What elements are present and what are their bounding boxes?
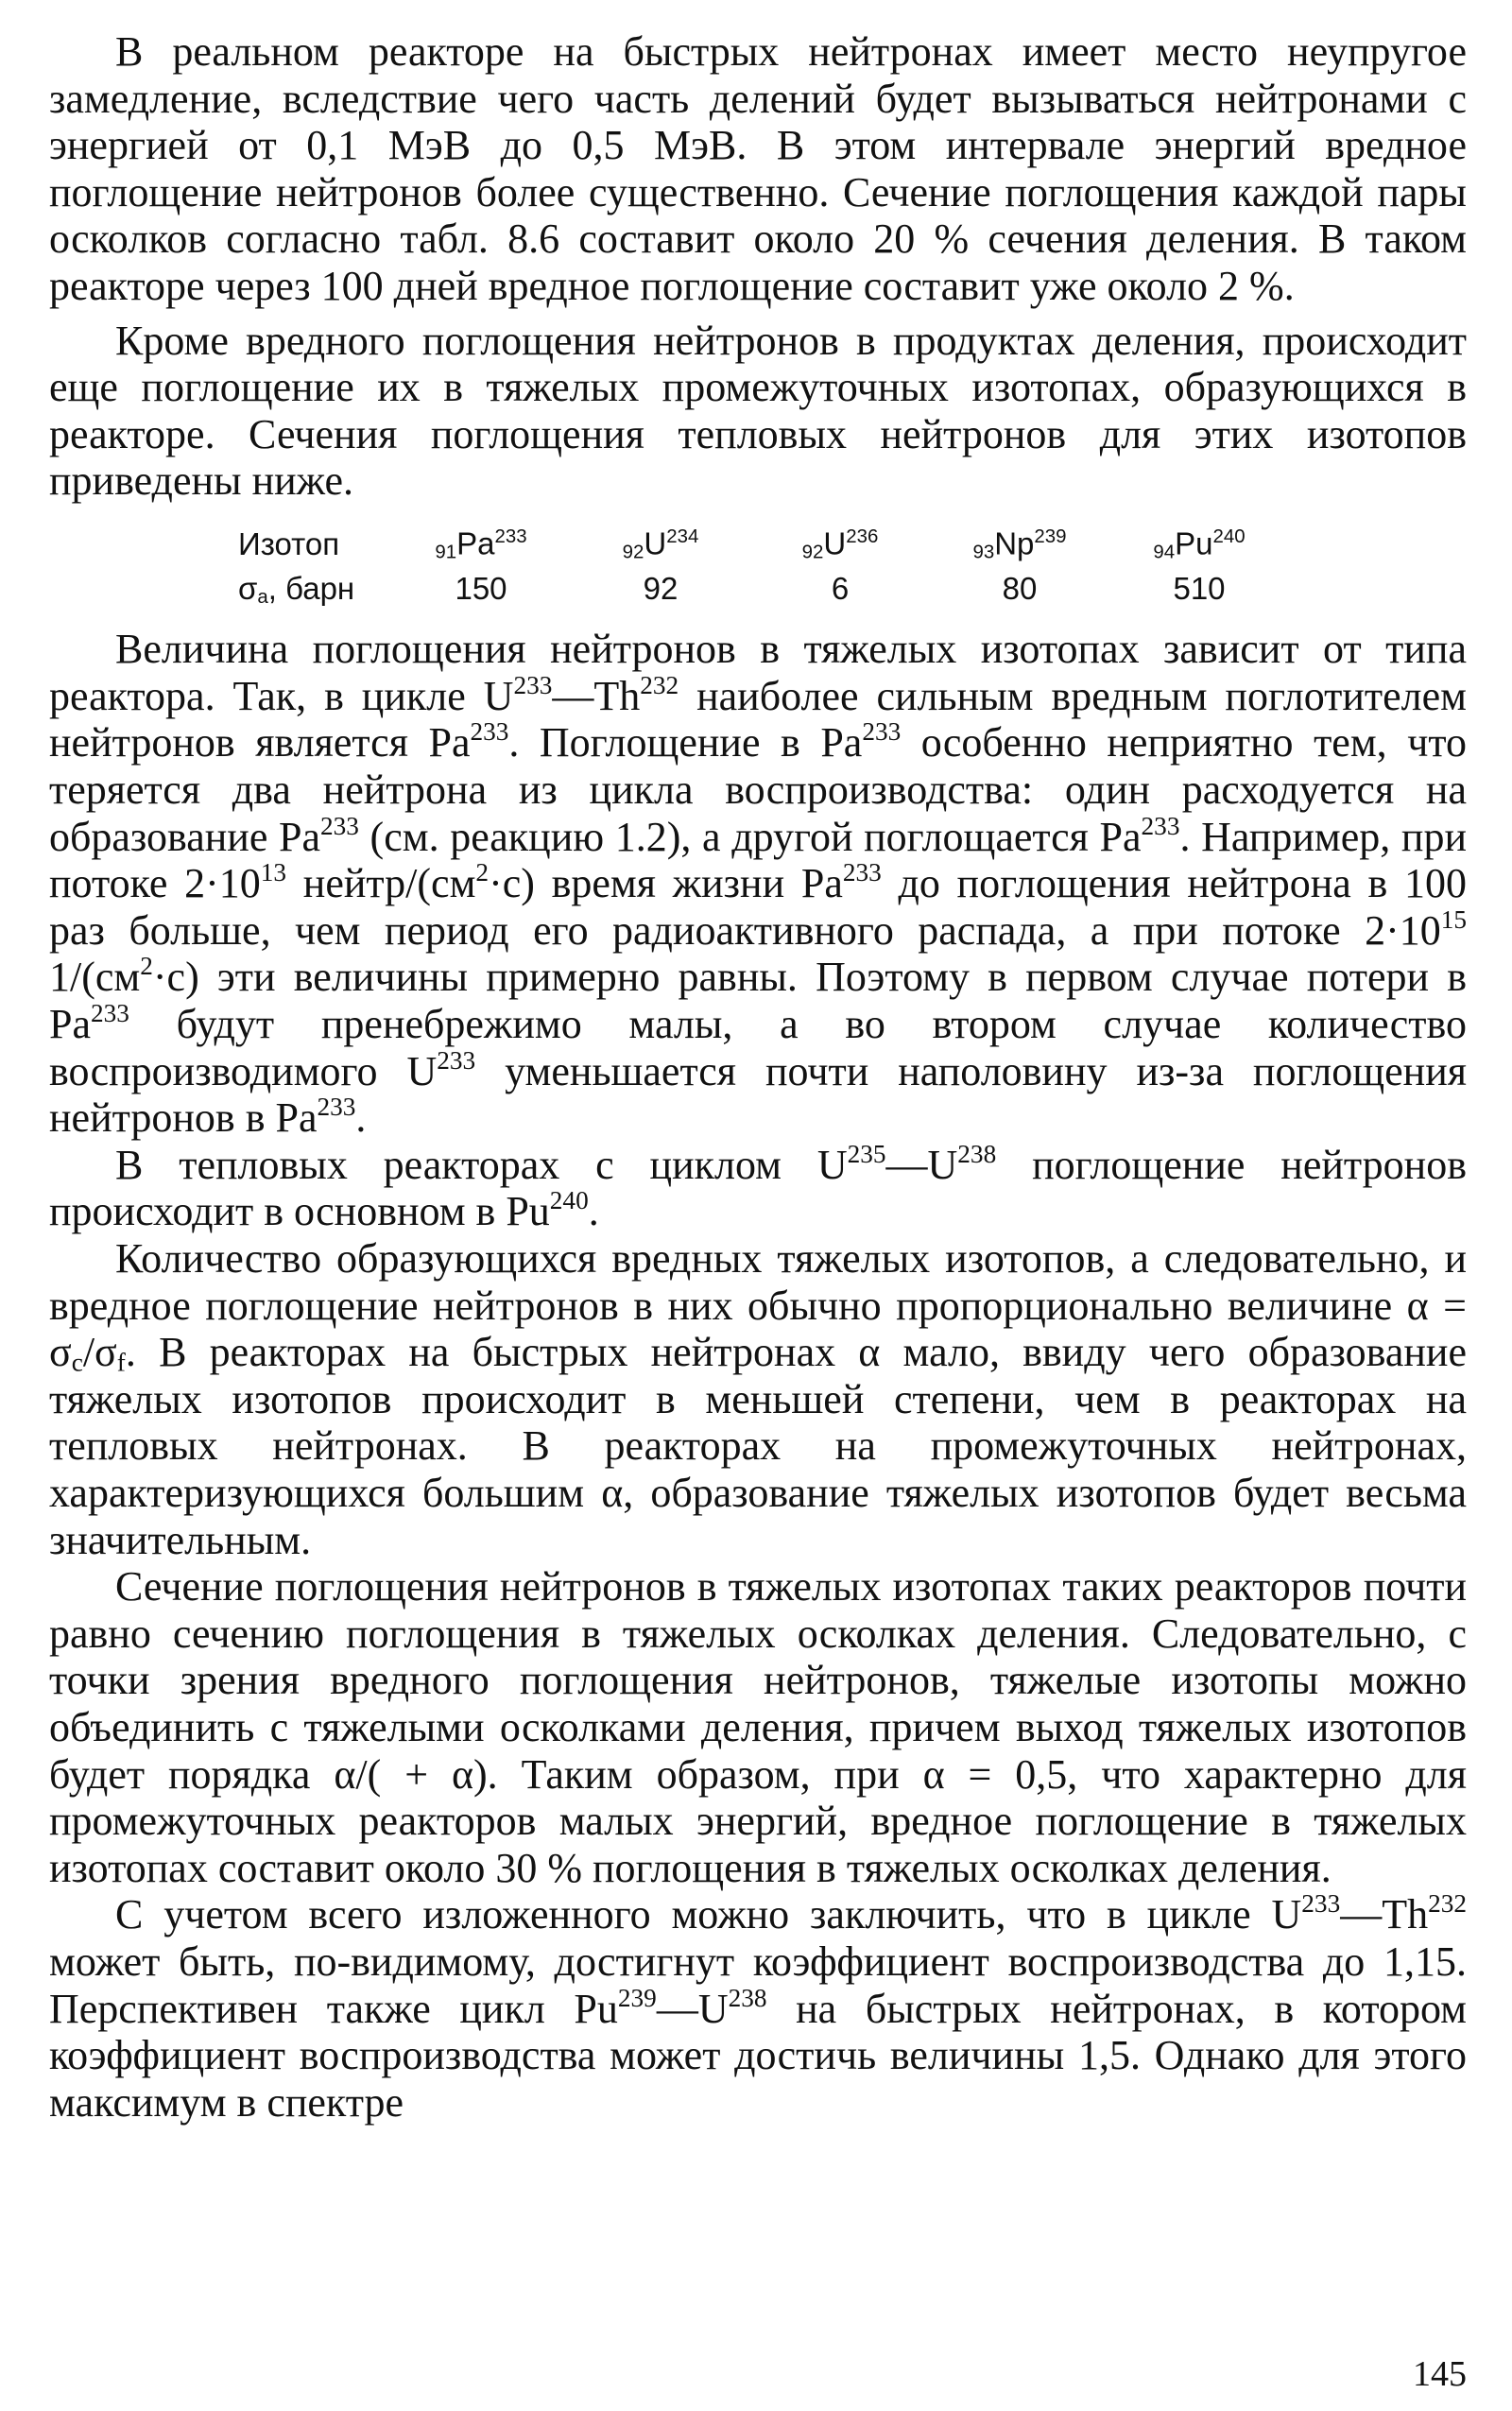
isotope-cell: $92U^{236}$	[801, 525, 879, 563]
isotope-cell: $92U^{234}$	[622, 525, 699, 563]
isotope-row-label: Изотоп	[238, 526, 340, 562]
cross-section-value: 80	[1002, 571, 1038, 607]
paragraph-4: В тепловых реакторах с циклом $U^{235}—U^{238}$ поглощение нейтронов происходит в основном в Pu$^{240}$.	[49, 1139, 1468, 1235]
isotope-cell: 94Pu$^{240}$	[1153, 525, 1246, 563]
page-number: 145	[1413, 2354, 1467, 2394]
paragraph-3: Величина поглощения нейтронов в тяжелых изотопах зависит от типа реактора. Так, в цикле $U^{233}—Th^{232}$ наиболее сильным вредным поглотителем нейтронов является Pa$^{233}$. Поглощение в Pa$^{233}$ особенно неприятно тем, что теряется два нейтрона из цикла воспроизводства: один расходуется на образование Pa$^{233}$ (см. реакцию 1.2), а другой поглощается Pa$^{233}$. Например, при потоке $2\cdot 10^{13}$ нейтр/$(см^2\cdot с)$ время жизни Pa$^{233}$ до поглощения нейтрона в 100 раз больше, чем период его радиоактивного распада, а при потоке $2\cdot 10^{15}$ $1/(см^2\cdot с)$ эти величины примерно равны. Поэтому в первом случае потери в Pa$^{233}$ будут пренебрежимо малы, а во втором случае количество воспроизводимого $U^{233}$ уменьшается почти наполовину из-за поглощения нейтронов в Pa$^{233}$.	[49, 626, 1467, 1142]
cross-section-value: 510	[1173, 571, 1226, 607]
paragraph-6: Сечение поглощения нейтронов в тяжелых изотопах таких реакторов почти равно сечению поглощения в тяжелых осколках деления. Следовательно, с точки зрения вредного поглощения нейтронов, тяжелые изотопы можно объединить с тяжелыми осколками деления, причем выход тяжелых изотопов будет порядка α/( + α). Таким образом, при α = 0,5, что характерно для промежуточных реакторов малых энергий, вредное поглощение в тяжелых изотопах составит около 30 % поглощения в тяжелых осколках деления.	[49, 1563, 1467, 1891]
cross-section-value: 6	[831, 571, 850, 607]
paragraph-7: С учетом всего изложенного можно заключить, что в цикле $U^{233}—Th^{232}$ может быть, по-видимому, достигнут коэффициент воспроизводства до 1,15. Перспективен также цикл $Pu^{239}—U^{238}$ на быстрых нейтронах, в котором коэффициент воспроизводства может достичь величины 1,5. Однако для этого максимум в спектре	[49, 1889, 1468, 2126]
paragraph-5: Количество образующихся вредных тяжелых изотопов, а следовательно, и вредное поглощение нейтронов в них обычно пропорционально величине $\alpha = \sigma_c/\sigma_f$. В реакторах на быстрых нейтронах α мало, ввиду чего образование тяжелых изотопов происходит в меньшей степени, чем в реакторах на тепловых нейтронах. В реакторах на промежуточных нейтронах, характеризующихся большим α, образование тяжелых изотопов будет весьма значительным.	[49, 1235, 1467, 1563]
cross-section-row-label	[238, 570, 397, 607]
cross-section-value: 150	[455, 571, 507, 607]
paragraph-1: В реальном реакторе на быстрых нейтронах имеет место неупругое замедление, вследствие чего часть делений будет вызываться нейтронами с энергией от 0,1 МэВ до 0,5 МэВ. В этом интервале энергий вредное поглощение нейтронов более существенно. Сечение поглощения каждой пары осколков согласно табл. 8.6 составит около 20 % сечения деления. В таком реакторе через 100 дней вредное поглощение составит уже около 2 %.	[49, 28, 1467, 309]
isotope-table	[238, 518, 1295, 607]
cross-section-value: 92	[643, 571, 679, 607]
sigma-label: $\sigma_a$, барн	[238, 571, 355, 609]
isotope-row	[238, 518, 1295, 570]
cross-section-row	[238, 570, 1295, 607]
isotope-cell: 91Pa$^{233}$	[435, 525, 527, 563]
paragraph-2: Кроме вредного поглощения нейтронов в продуктах деления, происходит еще поглощение их в тяжелых промежуточных изотопах, образующихся в реакторе. Сечения поглощения тепловых нейтронов для этих изотопов приведены ниже.	[49, 317, 1467, 505]
text-column	[49, 28, 1467, 2126]
isotope-cell: 93Np$^{239}$	[972, 525, 1067, 563]
